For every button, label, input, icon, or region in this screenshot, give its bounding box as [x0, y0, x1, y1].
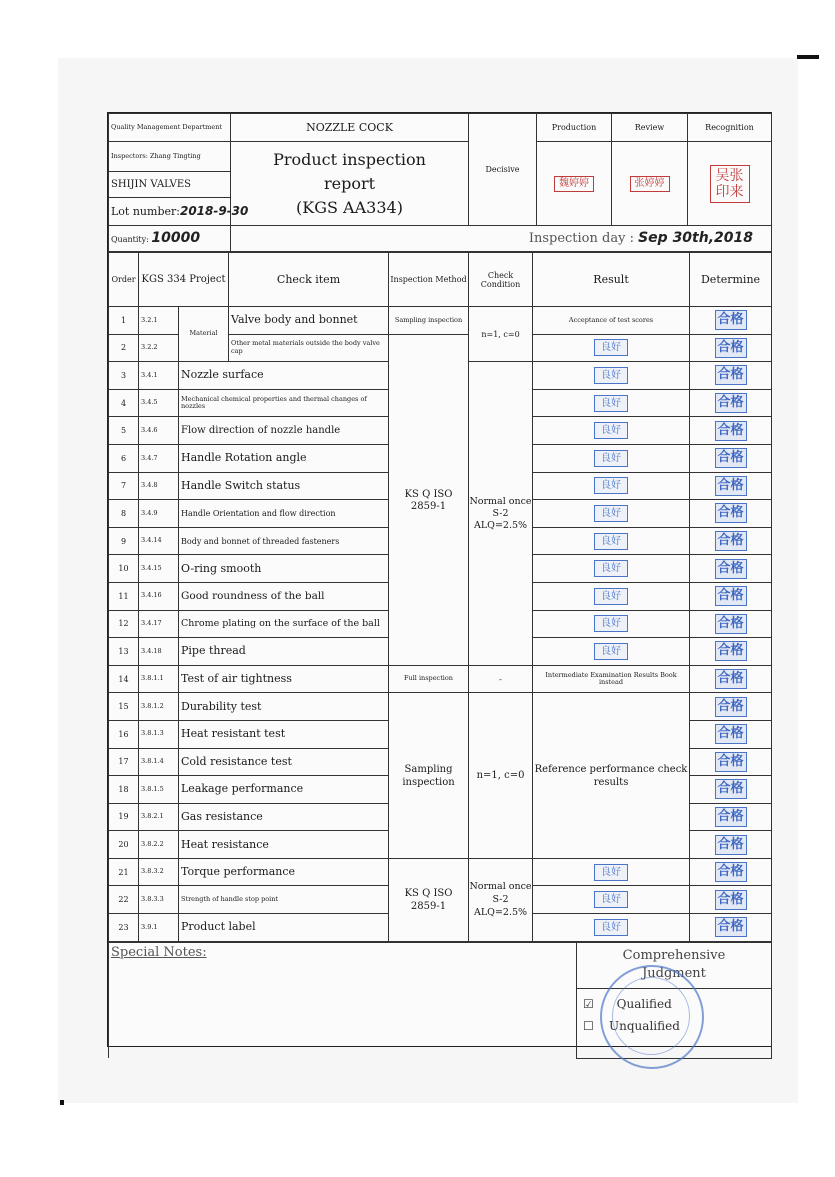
row-item: Gas resistance	[179, 803, 389, 831]
condition-normal-1	[469, 362, 533, 666]
condition-n1c0-1: n=1, c=0	[469, 307, 533, 362]
condition-dash: -	[469, 665, 533, 693]
determine-cell	[690, 831, 772, 859]
row-order: 1	[109, 307, 139, 335]
row-order: 7	[109, 472, 139, 500]
material-group: Material	[179, 307, 229, 362]
qualified-label: Qualified	[616, 996, 672, 1011]
determine-cell	[690, 748, 772, 776]
review-label: Review	[612, 114, 688, 142]
qualified-stamp: 合格	[715, 862, 747, 882]
result-cell	[533, 500, 690, 528]
row-code: 3.2.1	[139, 307, 179, 335]
result-acceptance: Acceptance of test scores	[533, 307, 690, 335]
row-item: Product label	[179, 914, 389, 942]
result-cell	[533, 444, 690, 472]
report-title-line3: (KGS AA334)	[296, 197, 403, 217]
report-title-line2: report	[323, 173, 376, 193]
row-item: Durability test	[179, 693, 389, 721]
row-item: Body and bonnet of threaded fasteners	[179, 527, 389, 555]
qualified-stamp: 合格	[715, 448, 747, 468]
qualified-stamp: 合格	[715, 669, 747, 689]
row-code: 3.8.1.2	[139, 693, 179, 721]
qualified-stamp: 合格	[715, 890, 747, 910]
result-intermediate: Intermediate Examination Results Book instead	[533, 665, 690, 693]
qualified-stamp: 合格	[715, 531, 747, 551]
qualified-stamp: 合格	[715, 724, 747, 744]
quantity-value: 10000	[151, 229, 201, 246]
inspection-day-value: Sep 30th,2018	[638, 230, 753, 246]
table-row	[109, 693, 772, 721]
result-cell	[533, 417, 690, 445]
row-code: 3.8.1.4	[139, 748, 179, 776]
determine-cell	[690, 776, 772, 804]
determine-cell	[690, 527, 772, 555]
inspection-day-label: Inspection day :	[528, 231, 634, 246]
good-stamp: 良好	[594, 339, 628, 356]
row-item: Handle Switch status	[179, 472, 389, 500]
qualified-stamp: 合格	[715, 835, 747, 855]
good-stamp: 良好	[594, 864, 628, 881]
decisive-label: Decisive	[469, 114, 537, 226]
qualified-stamp: 合格	[715, 779, 747, 799]
condition-normal-2	[469, 858, 533, 941]
recognition-seal-cell	[688, 142, 772, 226]
unqualified-label: Unqualified	[609, 1018, 680, 1033]
product-name: NOZZLE COCK	[231, 114, 469, 142]
row-order: 22	[109, 886, 139, 914]
qualified-stamp: 合格	[715, 697, 747, 717]
row-code: 3.4.17	[139, 610, 179, 638]
result-cell	[533, 914, 690, 942]
method-full: Full inspection	[389, 665, 469, 693]
row-code: 3.8.1.5	[139, 776, 179, 804]
condition-normal-2-text: Normal once S-2 ALQ=2.5%	[469, 881, 532, 919]
qualified-stamp: 合格	[715, 338, 747, 358]
method-ks-1-text: KS Q ISO 2859-1	[404, 488, 453, 512]
review-signature-cell	[612, 142, 688, 226]
row-order: 21	[109, 858, 139, 886]
recognition-seal-stamp: 吴张印来	[710, 165, 750, 203]
determine-cell	[690, 582, 772, 610]
report-title	[231, 142, 469, 226]
judgment-label: Judgment	[642, 966, 706, 982]
col-determine: Determine	[690, 253, 772, 307]
row-order: 2	[109, 334, 139, 362]
qualified-stamp: 合格	[715, 559, 747, 579]
row-item: Handle Rotation angle	[179, 444, 389, 472]
production-label: Production	[537, 114, 612, 142]
result-reference	[533, 693, 690, 859]
result-cell	[533, 582, 690, 610]
row-code: 3.4.16	[139, 582, 179, 610]
company-seal-stamp	[600, 965, 704, 1069]
row-code: 3.4.6	[139, 417, 179, 445]
determine-cell	[690, 307, 772, 335]
result-cell	[533, 472, 690, 500]
scan-mark-top	[797, 55, 819, 59]
condition-n1c0-2	[469, 693, 533, 859]
determine-cell	[690, 362, 772, 390]
good-stamp: 良好	[594, 395, 628, 412]
company-name: SHIJIN VALVES	[109, 172, 231, 198]
comprehensive-label: Comprehensive	[622, 948, 726, 964]
row-order: 13	[109, 638, 139, 666]
row-order: 16	[109, 720, 139, 748]
determine-cell	[690, 334, 772, 362]
method-ks-1	[389, 334, 469, 665]
row-order: 3	[109, 362, 139, 390]
good-stamp: 良好	[594, 450, 628, 467]
qualified-stamp: 合格	[715, 503, 747, 523]
row-item: Strength of handle stop point	[179, 886, 389, 914]
result-cell	[533, 858, 690, 886]
determine-cell	[690, 444, 772, 472]
row-code: 3.4.14	[139, 527, 179, 555]
row-item: Heat resistance	[179, 831, 389, 859]
lot-number	[109, 198, 249, 226]
qualified-stamp: 合格	[715, 310, 747, 330]
qualified-stamp: 合格	[715, 476, 747, 496]
qualified-stamp: 合格	[715, 752, 747, 772]
qualified-stamp: 合格	[715, 614, 747, 634]
result-cell	[533, 555, 690, 583]
row-code: 3.8.3.3	[139, 886, 179, 914]
row-order: 18	[109, 776, 139, 804]
row-code: 3.2.2	[139, 334, 179, 362]
result-reference-text: Reference performance check results	[534, 763, 688, 788]
report-title-line1: Product inspection	[273, 149, 426, 169]
result-cell	[533, 334, 690, 362]
qualified-stamp: 合格	[715, 365, 747, 385]
table-row	[109, 665, 772, 693]
determine-cell	[690, 886, 772, 914]
dept-label: Quality Management Department	[109, 114, 231, 142]
row-code: 3.4.7	[139, 444, 179, 472]
row-item: Other metal materials outside the body valve cap	[229, 334, 389, 362]
row-order: 14	[109, 665, 139, 693]
scan-mark-bottom	[60, 1100, 64, 1105]
row-item: O-ring smooth	[179, 555, 389, 583]
row-code: 3.4.18	[139, 638, 179, 666]
row-order: 8	[109, 500, 139, 528]
row-item: Torque performance	[179, 858, 389, 886]
row-order: 19	[109, 803, 139, 831]
good-stamp: 良好	[594, 615, 628, 632]
review-signature-stamp: 张婷婷	[630, 176, 670, 192]
determine-cell	[690, 803, 772, 831]
determine-cell	[690, 720, 772, 748]
row-order: 23	[109, 914, 139, 942]
row-code: 3.8.3.2	[139, 858, 179, 886]
row-item: Nozzle surface	[179, 362, 389, 390]
col-method: Inspection Method	[389, 253, 469, 307]
qualified-stamp: 合格	[715, 421, 747, 441]
determine-cell	[690, 417, 772, 445]
row-item: Good roundness of the ball	[179, 582, 389, 610]
inspector-label: Inspectors: Zhang Tingting	[109, 142, 231, 172]
good-stamp: 良好	[594, 891, 628, 908]
determine-cell	[690, 914, 772, 942]
inspection-items-table	[108, 252, 772, 942]
special-notes-label: Special Notes:	[111, 944, 207, 960]
row-item: Leakage performance	[179, 776, 389, 804]
row-order: 5	[109, 417, 139, 445]
determine-cell	[690, 500, 772, 528]
production-signature-cell	[537, 142, 612, 226]
row-order: 20	[109, 831, 139, 859]
table-row	[109, 307, 772, 335]
condition-n1c0-2-text: n=1, c=0	[476, 770, 525, 782]
good-stamp: 良好	[594, 477, 628, 494]
lot-number-value: 2018-9-30	[179, 204, 249, 218]
col-check-item: Check item	[229, 253, 389, 307]
recognition-label: Recognition	[688, 114, 772, 142]
row-item: Flow direction of nozzle handle	[179, 417, 389, 445]
qualified-stamp: 合格	[715, 393, 747, 413]
good-stamp: 良好	[594, 505, 628, 522]
row-code: 3.9.1	[139, 914, 179, 942]
row-item: Cold resistance test	[179, 748, 389, 776]
result-cell	[533, 638, 690, 666]
good-stamp: 良好	[594, 422, 628, 439]
inspection-day	[231, 226, 772, 252]
row-code: 3.8.2.2	[139, 831, 179, 859]
row-order: 9	[109, 527, 139, 555]
method-ks-2-text: KS Q ISO 2859-1	[404, 887, 453, 912]
row-item: Handle Orientation and flow direction	[179, 500, 389, 528]
method-sampling-2	[389, 693, 469, 859]
good-stamp: 良好	[594, 588, 628, 605]
good-stamp: 良好	[594, 367, 628, 384]
good-stamp: 良好	[594, 919, 628, 936]
row-code: 3.8.1.3	[139, 720, 179, 748]
production-signature-stamp: 魏婷婷	[554, 176, 594, 192]
result-cell	[533, 527, 690, 555]
row-code: 3.4.1	[139, 362, 179, 390]
row-item: Test of air tightness	[179, 665, 389, 693]
row-order: 15	[109, 693, 139, 721]
col-condition: Check Condition	[469, 253, 533, 307]
quantity	[109, 226, 231, 252]
row-code: 3.4.15	[139, 555, 179, 583]
row-code: 3.8.2.1	[139, 803, 179, 831]
col-order: Order	[109, 253, 139, 307]
lot-number-label: Lot number:	[111, 205, 180, 218]
determine-cell	[690, 665, 772, 693]
special-notes-cell	[109, 942, 577, 1058]
result-cell	[533, 886, 690, 914]
row-item: Pipe thread	[179, 638, 389, 666]
qualified-stamp: 合格	[715, 641, 747, 661]
row-item: Valve body and bonnet	[229, 307, 389, 335]
result-cell	[533, 389, 690, 417]
determine-cell	[690, 389, 772, 417]
row-order: 12	[109, 610, 139, 638]
row-order: 11	[109, 582, 139, 610]
qualified-stamp: 合格	[715, 917, 747, 937]
method-sampling-2-text: Sampling inspection	[402, 763, 455, 788]
col-result: Result	[533, 253, 690, 307]
determine-cell	[690, 555, 772, 583]
row-code: 3.4.9	[139, 500, 179, 528]
method-sampling-1: Sampling inspection	[389, 307, 469, 335]
col-project: KGS 334 Project	[139, 253, 229, 307]
determine-cell	[690, 638, 772, 666]
table-row	[109, 858, 772, 886]
row-item: Mechanical chemical properties and thermal changes of nozzles	[179, 389, 389, 417]
result-cell	[533, 610, 690, 638]
method-ks-2	[389, 858, 469, 941]
inspection-report-sheet	[107, 112, 772, 1047]
qualified-checkbox: ☑	[583, 996, 594, 1011]
qualified-stamp: 合格	[715, 807, 747, 827]
row-item: Chrome plating on the surface of the ball	[179, 610, 389, 638]
good-stamp: 良好	[594, 533, 628, 550]
row-code: 3.4.8	[139, 472, 179, 500]
row-order: 6	[109, 444, 139, 472]
qualified-stamp: 合格	[715, 586, 747, 606]
unqualified-checkbox: ☐	[583, 1018, 594, 1033]
good-stamp: 良好	[594, 643, 628, 660]
row-order: 17	[109, 748, 139, 776]
determine-cell	[690, 693, 772, 721]
row-code: 3.8.1.1	[139, 665, 179, 693]
determine-cell	[690, 610, 772, 638]
row-item: Heat resistant test	[179, 720, 389, 748]
determine-cell	[690, 472, 772, 500]
row-order: 4	[109, 389, 139, 417]
row-code: 3.4.5	[139, 389, 179, 417]
determine-cell	[690, 858, 772, 886]
row-order: 10	[109, 555, 139, 583]
header-table	[108, 113, 772, 252]
good-stamp: 良好	[594, 560, 628, 577]
condition-normal-1-text: Normal once S-2 ALQ=2.5%	[469, 496, 532, 532]
quantity-label: Quantity:	[111, 234, 149, 244]
result-cell	[533, 362, 690, 390]
